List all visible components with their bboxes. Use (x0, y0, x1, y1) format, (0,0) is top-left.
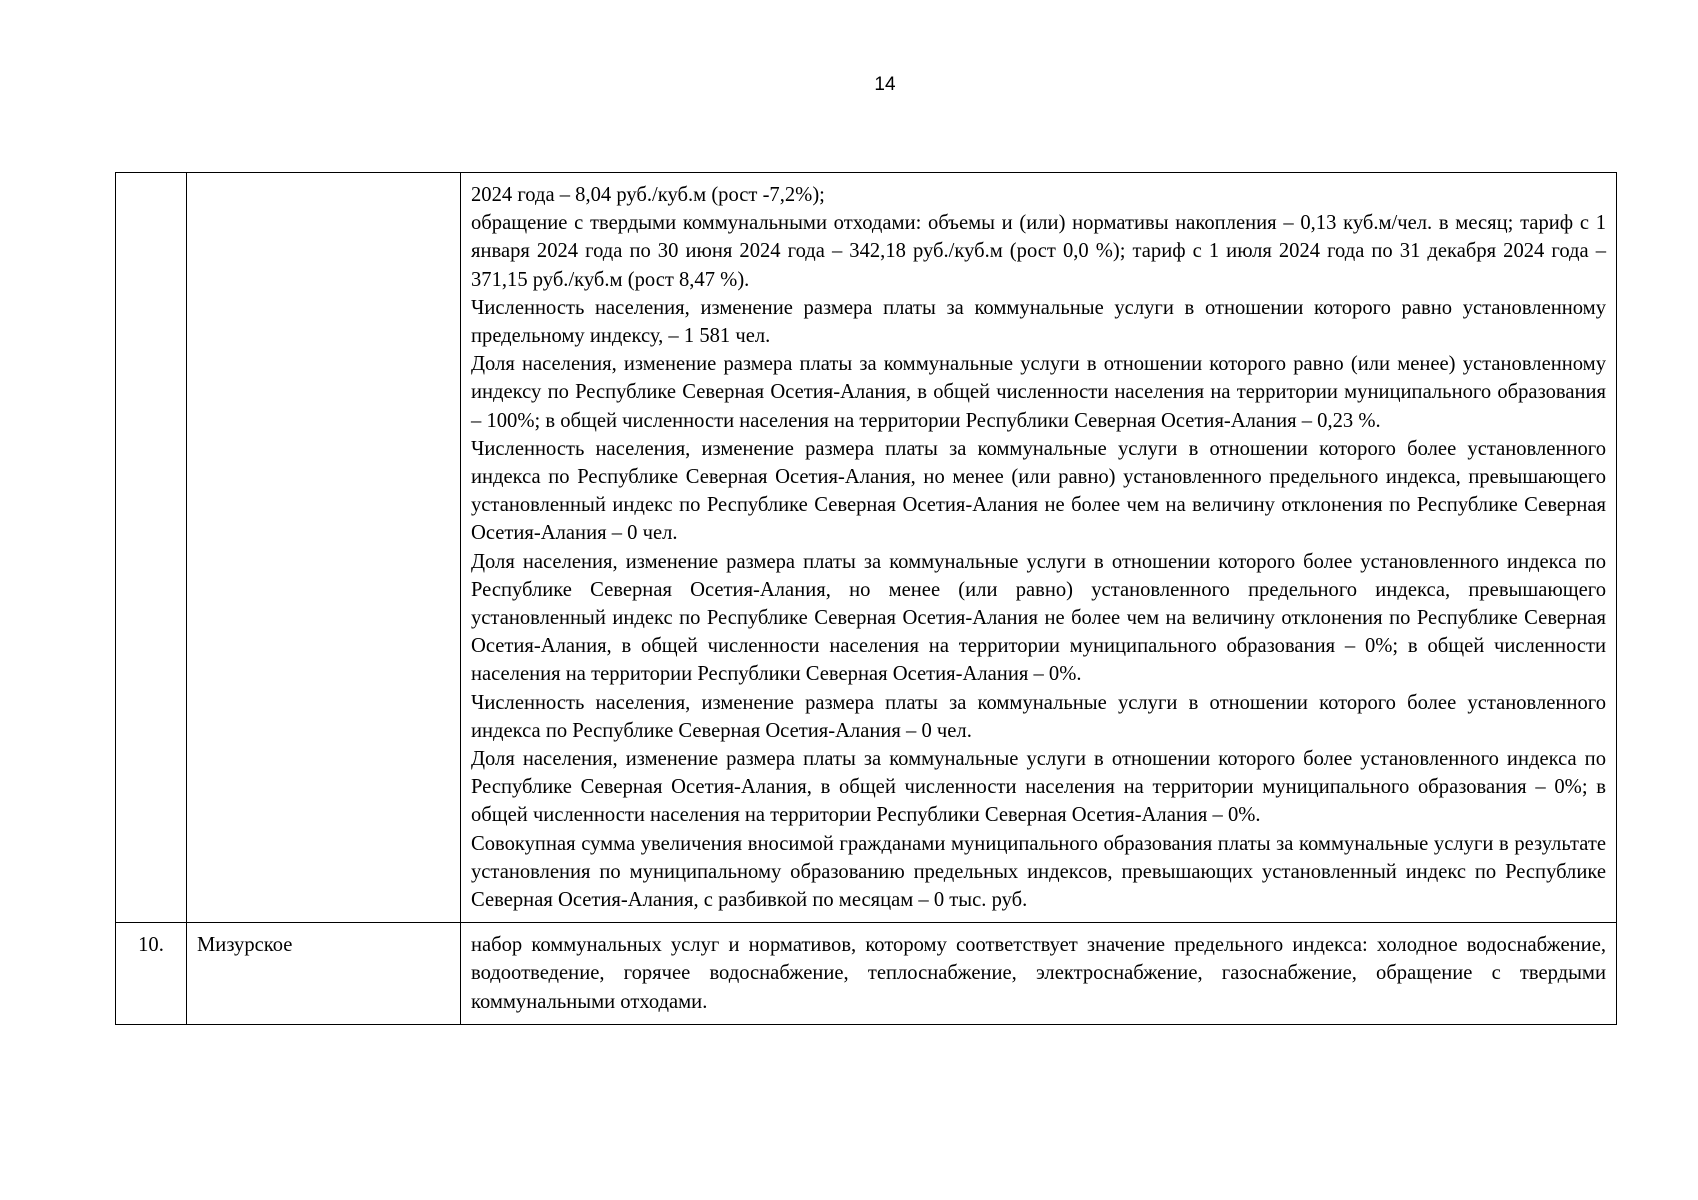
description-paragraph: набор коммунальных услуг и нормативов, которому соответствует значение предельного индекса: холодное водоснабжение, водоотведение, горячее водоснабжение, теплоснабжение, электроснабжение, газоснабжение, обращение с твердыми коммунальными отходами. (471, 934, 1606, 1013)
table-row (116, 923, 1617, 1025)
description-paragraph: Численность населения, изменение размера платы за коммунальные услуги в отношении которого более установленного индекса по Республике Северная Осетия-Алания – 0 чел. (471, 691, 1606, 742)
description-paragraph: Численность населения, изменение размера платы за коммунальные услуги в отношении которого более установленного индекса по Республике Северная Осетия-Алания, но менее (или равно) установленного предельного индекса, превышающего установленный индекс по Республике Северная Осетия-Алания не более чем на величину отклонения по Республике Северная Осетия-Алания – 0 чел. (471, 437, 1606, 545)
description-paragraph: Совокупная сумма увеличения вносимой гражданами муниципального образования платы за коммунальные услуги в результате установления по муниципальному образованию предельных индексов, превышающих установленный индекс по Республике Северная Осетия-Алания, с разбивкой по месяцам – 0 тыс. руб. (471, 832, 1606, 912)
municipality-name-cell (187, 173, 461, 923)
description-paragraph: Доля населения, изменение размера платы за коммунальные услуги в отношении которого более установленного индекса по Республике Северная Осетия-Алания, но менее (или равно) установленного предельного индекса, превышающего установленный индекс по Республике Северная Осетия-Алания не более чем на величину отклонения по Республике Северная Осетия-Алания, в общей численности населения на территории муниципального образования – 0%; в общей численности населения на территории Республики Северная Осетия-Алания – 0%. (471, 550, 1606, 686)
description-paragraph: 2024 года – 8,04 руб./куб.м (рост -7,2%); (471, 184, 825, 206)
description-paragraph: Численность населения, изменение размера платы за коммунальные услуги в отношении которого равно установленному предельному индексу, – 1 581 чел. (471, 296, 1606, 348)
description-cell (461, 173, 1617, 923)
municipality-name-cell: Мизурское (187, 923, 461, 1025)
municipal-tariff-table (115, 172, 1617, 1025)
description-paragraph: обращение с твердыми коммунальными отходами: объемы и (или) нормативы накопления – 0,13 куб.м/чел. в месяц; тариф с 1 января 2024 года по 30 июня 2024 года – 342,18 руб./куб.м (рост 0,0 %); тариф с 1 июля 2024 года по 31 декабря 2024 года –371,15 руб./куб.м (рост 8,47 %). (471, 212, 1606, 291)
description-paragraph: Доля населения, изменение размера платы за коммунальные услуги в отношении которого равно (или менее) установленному индексу по Республике Северная Осетия-Алания, в общей численности населения на территории муниципального образования – 100%; в общей численности населения на территории Республики Северная Осетия-Алания – 0,23 %. (471, 353, 1606, 432)
table-row (116, 173, 1617, 923)
page-number: 14 (874, 74, 896, 95)
row-number-cell (116, 173, 187, 923)
description-cell (461, 923, 1617, 1025)
description-paragraph: Доля населения, изменение размера платы за коммунальные услуги в отношении которого более установленного индекса по Республике Северная Осетия-Алания, в общей численности населения на территории муниципального образования – 0%; в общей численности населения на территории Республики Северная Осетия-Алания – 0%. (471, 748, 1606, 827)
row-number-cell: 10. (116, 923, 187, 1025)
